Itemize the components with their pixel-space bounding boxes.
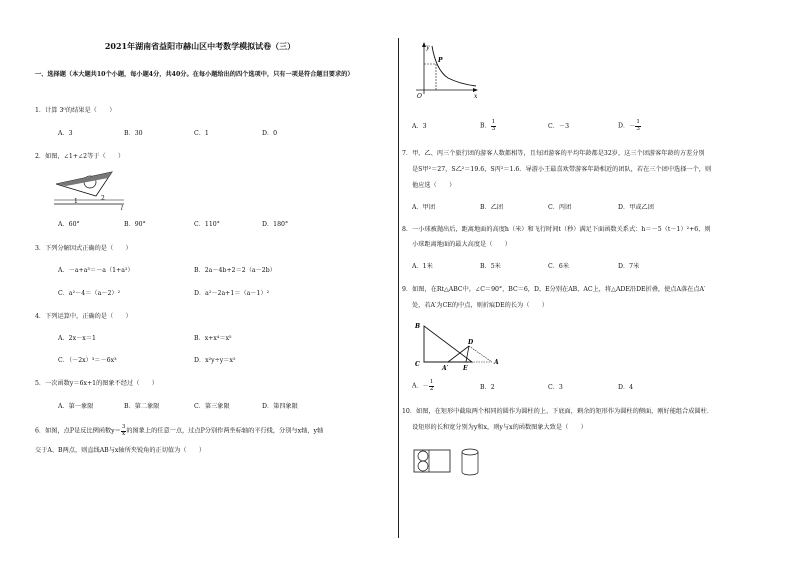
q6-figure	[414, 42, 484, 102]
q10-figure	[412, 446, 492, 478]
q1-option-c: C．1	[194, 130, 209, 137]
q9-label-c: C	[415, 361, 420, 368]
q5-option-b: B．第二象限	[124, 403, 160, 410]
q9-option-a-label: A．－	[412, 382, 429, 390]
q2-option-c: C．110°	[194, 221, 220, 228]
q9-option-a	[412, 380, 434, 392]
left-column	[0, 0, 395, 561]
q2-label-2: 2	[101, 195, 105, 202]
q3-option-a: A．－a+a³＝－a（1+a²）	[58, 267, 134, 274]
q8-option-b: B．5米	[480, 263, 501, 270]
q6-fraction-num: 3	[121, 424, 126, 430]
q8-line1: 8．一小球被抛出后，距离地面的高度h（米）和飞行时间t（秒）满足下面函数关系式：h＝－5（t－1）²+6，则	[402, 226, 711, 233]
q8-line2: 小球距离地面的最大高度是（ ）	[412, 241, 511, 248]
q1-option-b: B．30	[124, 130, 143, 137]
q6-label-o: O	[417, 93, 422, 100]
q9-label-e: E	[463, 365, 468, 372]
page-title: 2021年湖南省益阳市赫山区中考数学模拟试卷（三）	[104, 41, 296, 51]
q6-option-d-frac	[635, 120, 641, 132]
q1-option-d: D．0	[262, 130, 278, 137]
q3-option-c: C．a²－4＝（a－2）²	[58, 290, 121, 297]
q6-option-b-frac	[491, 120, 497, 132]
q4-option-a: A．2x－x＝1	[58, 335, 96, 342]
q3-stem: 3．下列分解因式正确的是（ ）	[35, 245, 132, 252]
q6-stem-post: 的图象上的任意一点，过点P分别作两坐标轴的平行线，分别与x轴，y轴	[126, 427, 324, 435]
q5-stem: 5．一次函数y＝6x+1的图象不经过（ ）	[35, 380, 158, 387]
q9-label-a-prime: A′	[442, 365, 449, 372]
q3-option-d: D．a²－2a+1＝（a－1）²	[194, 290, 270, 297]
q7-option-d: D．甲或乙团	[618, 204, 654, 211]
q9-option-d: D．4	[618, 384, 634, 391]
q2-option-d: D．180°	[262, 221, 289, 228]
q9-option-c: C．3	[548, 384, 563, 391]
q6-option-c: C．－3	[548, 123, 570, 130]
q6-option-b-num: 1	[491, 119, 496, 125]
q4-option-c: C．（－2x）³＝－6x³	[58, 357, 117, 364]
q10-circle-top	[418, 451, 428, 461]
q6-option-d	[618, 120, 641, 132]
section-heading: 一、选择题（本大题共10个小题，每小题4分，共40分。在每小题给出的四个选项中，只有一项是符合题目要求的）	[35, 71, 354, 78]
q6-option-b-label: B．	[480, 122, 491, 130]
q5-option-c: C．第三象限	[194, 403, 230, 410]
q8-option-c: C．6米	[548, 263, 570, 270]
q4-stem: 4．下列运算中，正确的是（ ）	[35, 313, 132, 320]
q9-label-a: A	[494, 359, 499, 366]
q2-stem: 2．如图，∠1+∠2等于（ ）	[35, 153, 125, 160]
q8-option-d: D．7米	[618, 263, 640, 270]
q6-option-d-num: 1	[636, 119, 640, 125]
q9-option-a-frac	[429, 380, 435, 392]
q6-stem-line2: 交于A、B两点，则直线AB与x轴所夹锐角的正切值为（ ）	[35, 447, 206, 454]
q5-option-d: D．第四象限	[262, 403, 298, 410]
q6-x-arrow	[473, 88, 478, 92]
q9-line1: 9．如图，在Rt△ABC中，∠C＝90°，BC＝6，D，E分别在AB、AC上，将△ADE沿DE折叠，使点A落在点A′	[402, 286, 706, 293]
q4-option-b: B．x+x⁴＝x⁵	[194, 335, 232, 342]
q9-dashed-da	[469, 346, 492, 362]
q2-figure	[52, 168, 127, 216]
q6-option-d-den: 3	[636, 125, 640, 132]
q8-option-a: A．1米	[412, 263, 433, 270]
q6-label-x: x	[474, 93, 478, 100]
q9-option-b: B．2	[480, 384, 495, 391]
q6-stem-pre: 6．如图，点P是反比例函数y＝	[35, 427, 121, 435]
q7-line3: 他应选（ ）	[412, 182, 456, 189]
q6-option-b	[480, 120, 496, 132]
q2-label-l: l	[121, 205, 123, 212]
q6-fraction-den: x	[122, 430, 126, 437]
q2-label-1: 1	[74, 198, 78, 205]
q6-option-d-label: D．－	[618, 122, 636, 130]
q2-option-a: A．60°	[58, 221, 80, 228]
q10-cylinder-top	[462, 449, 478, 455]
q10-circle-bottom	[418, 461, 428, 471]
q6-option-a: A．3	[412, 123, 427, 130]
q6-label-y: y	[426, 44, 430, 51]
q10-cylinder-bottom	[462, 472, 478, 475]
q4-option-d: D．x²y÷y＝x²	[194, 357, 236, 364]
q9-figure	[412, 320, 502, 370]
q6-hyperbola	[432, 46, 476, 86]
q6-stem-line1	[35, 425, 323, 437]
q3-option-b: B．2a－4b+2＝2（a－2b）	[194, 267, 276, 274]
q2-option-b: B．90°	[124, 221, 146, 228]
q6-option-b-den: 3	[491, 125, 496, 132]
q6-label-p: P	[438, 57, 443, 64]
q10-line2: 设矩形的长和宽分别为y和x，则y与x的函数图象大致是（ ）	[412, 424, 587, 431]
column-divider	[398, 38, 399, 538]
q1-option-a: A．3	[58, 130, 73, 137]
q9-label-b: B	[415, 323, 421, 330]
q9-option-a-den: 2	[429, 385, 434, 392]
q9-triangle-abc	[424, 326, 472, 362]
q9-line2: 处，若A′为CE的中点，则折痕DE的长为（ ）	[412, 302, 548, 309]
right-column	[400, 0, 794, 561]
q5-option-a: A．第一象限	[58, 403, 94, 410]
q9-option-a-num: 1	[429, 379, 434, 385]
q7-option-b: B．乙团	[480, 204, 504, 211]
q10-line1: 10．如图，在矩形中截取两个相同的圆作为圆柱的上、下底面，剩余的矩形作为圆柱的侧面，刚好能组合成圆柱．	[402, 408, 714, 415]
q7-line2: 是S甲²＝27，S乙²＝19.6，S丙²＝1.6．导游小王最喜欢带游客年龄相近的团队，若在三个团中选择一个，则	[412, 166, 712, 173]
q9-label-d: D	[468, 339, 474, 346]
q7-line1: 7．甲、乙、丙三个旅行团的游客人数都相等，且每团游客的平均年龄都是32岁，这三个团游客年龄的方差分别	[402, 150, 705, 157]
q7-option-c: C．丙团	[548, 204, 572, 211]
q7-option-a: A．甲团	[412, 204, 436, 211]
q1-stem: 1．计算 3⁰的结果是（ ）	[35, 107, 116, 114]
